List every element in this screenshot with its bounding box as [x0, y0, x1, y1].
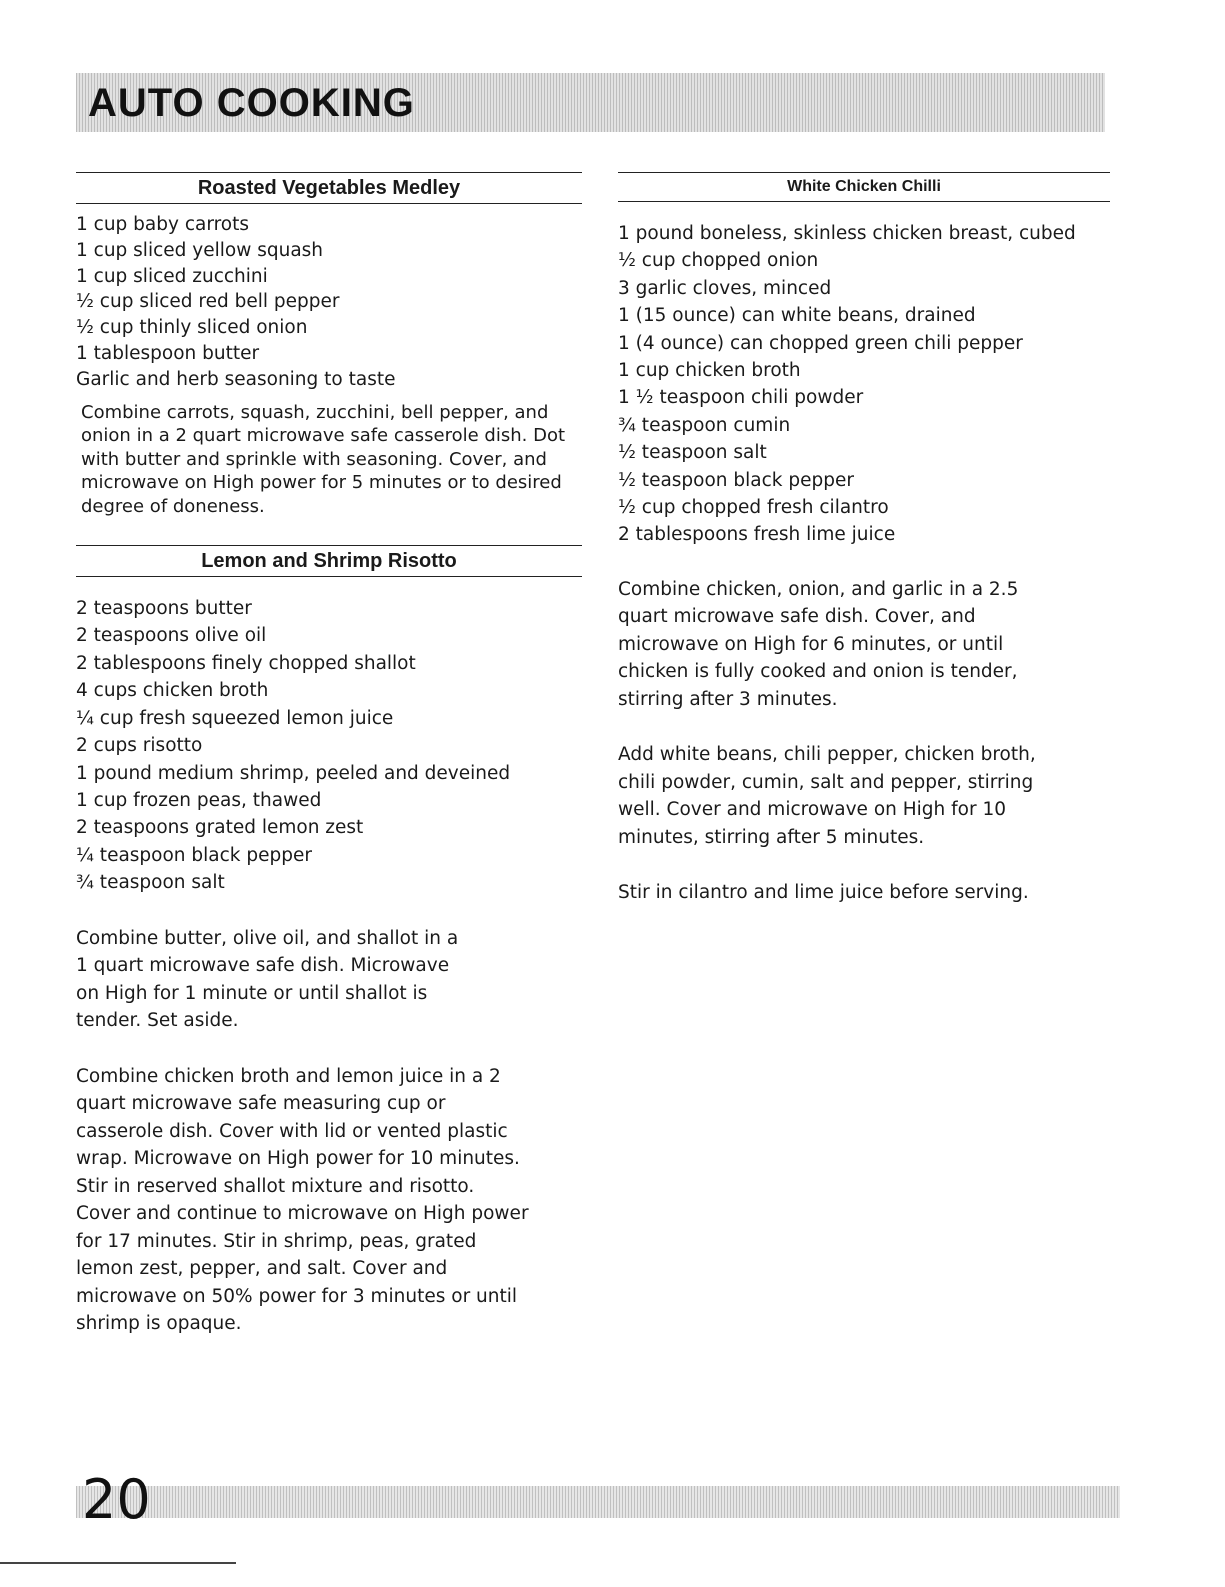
- ingredient-item: 1 cup chicken broth: [618, 360, 801, 382]
- directions-shrimp-risotto-step-2: Combine chicken broth and lemon juice in a 2 quart microwave safe measuring cup or casserole dish. Cover with lid or vented plastic wrap. Microwave on High power for 10 minutes. Stir in reserved shallot mixture and risotto. Cover and continue to microwave on High power for 17 minutes. Stir in shrimp, peas, grated lemon zest, pepper, and salt. Cover and microwave on 50% power for 3 minutes or until shrimp is opaque.: [76, 1065, 529, 1335]
- section-banner: [76, 73, 1105, 132]
- ingredient-item: Garlic and herb seasoning to taste: [76, 368, 396, 390]
- ingredient-item: ¾ teaspoon cumin: [618, 414, 791, 436]
- ingredient-item: ½ cup chopped fresh cilantro: [618, 497, 889, 519]
- ingredient-item: ½ cup sliced red bell pepper: [76, 291, 340, 313]
- ingredient-item: ¾ teaspoon salt: [76, 872, 225, 894]
- ingredient-item: 2 cups risotto: [76, 735, 203, 757]
- page-number: 20: [82, 1468, 151, 1531]
- ingredient-item: ½ cup chopped onion: [618, 250, 819, 272]
- ingredient-list-roasted-vegetables: [76, 212, 582, 393]
- directions-white-chicken-chilli-step-2: Add white beans, chili pepper, chicken broth, chili powder, cumin, salt and pepper, stirring well. Cover and microwave on High for 10 minutes, stirring after 5 minutes.: [618, 744, 1036, 848]
- ingredient-item: 1 cup sliced yellow squash: [76, 239, 324, 261]
- ingredient-item: 1 (15 ounce) can white beans, drained: [618, 305, 976, 327]
- directions-roasted-vegetables: Combine carrots, squash, zucchini, bell pepper, and onion in a 2 quart microwave safe casserole dish. Dot with butter and sprinkle with seasoning. Cover, and microwave on High power for 5 minutes or to desired degree of doneness.: [81, 401, 566, 517]
- ingredient-item: ½ teaspoon black pepper: [618, 469, 854, 491]
- ingredient-item: 3 garlic cloves, minced: [618, 277, 832, 299]
- ingredient-item: 2 teaspoons olive oil: [76, 625, 267, 647]
- ingredient-item: 2 teaspoons butter: [76, 598, 252, 620]
- right-column: [618, 172, 1110, 907]
- recipe-title-shrimp-risotto: Lemon and Shrimp Risotto: [76, 545, 582, 577]
- ingredient-item: 1 (4 ounce) can chopped green chili pepper: [618, 332, 1023, 354]
- ingredient-item: 2 teaspoons grated lemon zest: [76, 817, 364, 839]
- ingredient-item: ¼ teaspoon black pepper: [76, 844, 312, 866]
- recipe-title-roasted-vegetables: Roasted Vegetables Medley: [76, 172, 582, 204]
- ingredient-list-shrimp-risotto: [76, 595, 582, 896]
- ingredient-item: 1 cup baby carrots: [76, 214, 250, 235]
- ingredient-item: 2 tablespoons finely chopped shallot: [76, 652, 416, 674]
- ingredient-item: 1 tablespoon butter: [76, 342, 260, 364]
- ingredient-item: 4 cups chicken broth: [76, 680, 269, 702]
- directions-white-chicken-chilli-step-3: Stir in cilantro and lime juice before serving.: [618, 882, 1029, 904]
- ingredient-item: 1 ½ teaspoon chili powder: [618, 387, 864, 409]
- directions-shrimp-risotto-step-1: Combine butter, olive oil, and shallot in a 1 quart microwave safe dish. Microwave on High for 1 minute or until shallot is tender. Set aside.: [76, 927, 459, 1032]
- ingredient-item: ¼ cup fresh squeezed lemon juice: [76, 707, 394, 729]
- recipe-title-white-chicken-chilli: White Chicken Chilli: [618, 172, 1110, 202]
- ingredient-list-white-chicken-chilli: [618, 220, 1110, 549]
- ingredient-item: 2 tablespoons fresh lime juice: [618, 524, 896, 546]
- bottom-rule: [0, 1562, 236, 1564]
- ingredient-item: 1 pound medium shrimp, peeled and deveined: [76, 762, 511, 784]
- ingredient-item: ½ cup thinly sliced onion: [76, 317, 308, 339]
- ingredient-item: 1 cup frozen peas, thawed: [76, 789, 322, 811]
- ingredient-item: 1 cup sliced zucchini: [76, 265, 268, 287]
- ingredient-item: 1 pound boneless, skinless chicken breast, cubed: [618, 223, 1076, 244]
- footer-band: [76, 1486, 1120, 1518]
- left-column: [76, 172, 582, 1338]
- section-title: AUTO COOKING: [88, 81, 415, 125]
- ingredient-item: ½ teaspoon salt: [618, 442, 767, 464]
- directions-white-chicken-chilli-step-1: Combine chicken, onion, and garlic in a 2.5 quart microwave safe dish. Cover, and microwave on High for 6 minutes, or until chicken is fully cooked and onion is tender, stirring after 3 minutes.: [618, 578, 1019, 710]
